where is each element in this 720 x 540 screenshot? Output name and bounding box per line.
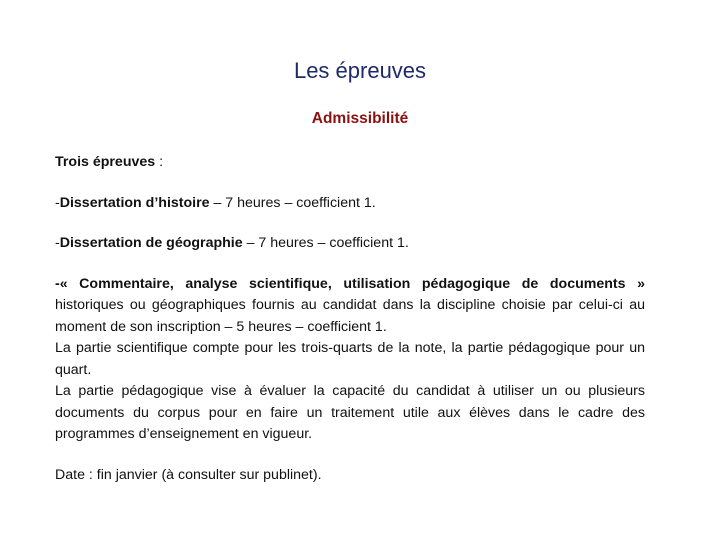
intro-rest: : <box>159 154 164 170</box>
exam-item-commentary <box>55 274 645 339</box>
intro-bold: Trois épreuves <box>55 154 156 170</box>
paragraph-pedagogy: La partie pédagogique vise à évaluer la capacité du candidat à utiliser un ou plusieurs documents du corpus pour en faire un traitement utile aux élèves dans le cadre des programmes d’enseignement en vigueur. <box>55 383 645 442</box>
item1-bold: Dissertation d’histoire <box>59 194 210 211</box>
slide-subtitle: Admissibilité <box>311 110 409 127</box>
item3-rest: historiques ou géographiques fournis au candidat dans la discipline choisie par celui-ci au moment de son inscription – 5 heures – coefficient 1. <box>55 297 645 335</box>
item2-rest: – 7 heures – coefficient 1. <box>242 235 409 251</box>
item3-bold: -« Commentaire, analyse scientifique, utilisation pédagogique de documents » <box>55 275 645 292</box>
item2-prefix: - <box>55 235 60 251</box>
item1-rest: – 7 heures – coefficient 1. <box>209 194 376 211</box>
paragraph-weighting: La partie scientifique compte pour les trois-quarts de la note, la partie pédagogique pour un quart. <box>55 340 645 378</box>
item2-bold: Dissertation de géographie <box>59 235 243 251</box>
exam-item-history <box>55 193 645 215</box>
exam-item-geography <box>55 233 645 255</box>
item1-prefix: - <box>55 194 60 211</box>
date-line: Date : fin janvier (à consulter sur publinet). <box>55 466 322 483</box>
intro-line <box>55 152 645 174</box>
slide-body <box>55 152 645 486</box>
slide-title: Les épreuves <box>293 58 427 83</box>
